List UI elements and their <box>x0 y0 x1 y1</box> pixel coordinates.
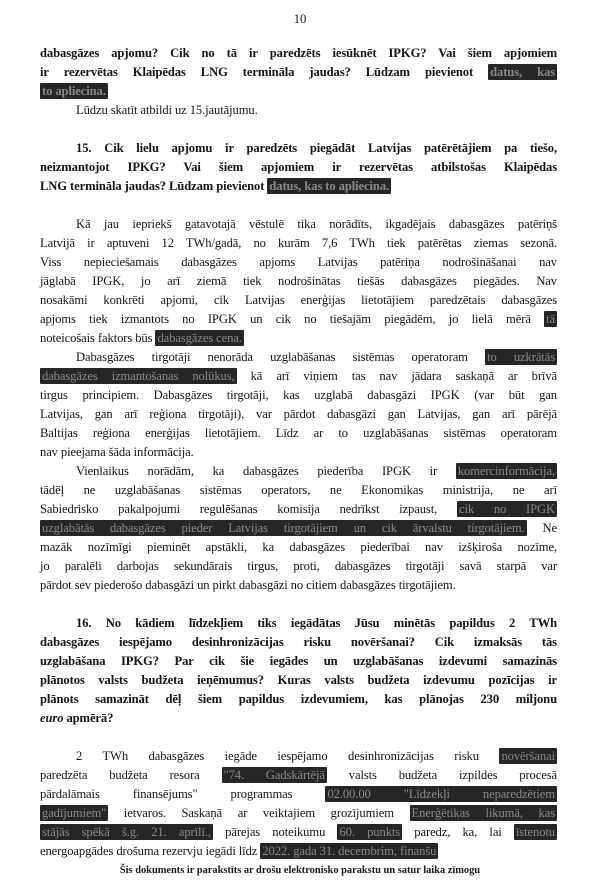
text-segment: Lūdzu skatīt atbildi uz 15.jautājumu. <box>76 103 258 117</box>
text-line <box>40 405 557 424</box>
text-segment: nav pieejama šāda informācija. <box>40 445 194 459</box>
text-segment: uzglabāšana IPKG? Par cik šie iegādes un uzglabāšanas izdevumi samazinās <box>40 654 557 668</box>
text-segment: energoapgādes drošuma rezervju iegādi līdz <box>40 844 261 858</box>
text-segment: Latvijā ir aptuveni 12 TWh/gadā, no kurām 7,6 TWh tiek patērētas ziemas sezonā. <box>40 236 557 250</box>
text-line <box>40 709 557 728</box>
redacted-text: Enerģētikas likumā, kas <box>411 806 556 820</box>
text-line <box>40 842 557 861</box>
text-line <box>40 310 557 329</box>
text-segment: paredzēta budžeta resora <box>40 768 222 782</box>
paragraph <box>40 101 557 120</box>
page-number: 10 <box>293 12 307 26</box>
paragraph <box>40 747 557 861</box>
text-line <box>40 785 557 804</box>
text-segment: paredz, ka, lai <box>402 825 514 839</box>
text-line <box>40 44 557 63</box>
text-segment: plānots samazināt dēļ šiem papildus izdevumiem, kas plānojas 230 miljonu <box>40 692 557 706</box>
text-line <box>40 823 557 842</box>
redacted-text: tā <box>546 312 555 326</box>
text-line <box>40 633 557 652</box>
text-segment: 15. Cik lielu apjomu ir paredzēts piegādāt Latvijas patērētājiem pa tiešo, <box>76 141 557 155</box>
paragraph <box>40 348 557 462</box>
redacted-text: "74. Gadskārtējā <box>223 768 325 782</box>
paragraph <box>40 462 557 595</box>
text-line <box>40 101 557 120</box>
text-line <box>40 367 557 386</box>
redacted-text: 60. punkts <box>339 825 401 839</box>
redacted-text: 2022. gada 31. decembrim, finanšu <box>262 844 437 858</box>
text-segment: ir rezervētas Klaipēdas LNG termināla jaudas? Lūdzam pievienot <box>40 65 489 79</box>
italic-text: euro <box>40 711 64 725</box>
text-line <box>40 443 557 462</box>
text-segment: jāglabā IPGK, jo arī ziemā tiek nodrošinātas tiešās dabasgāzes piegādes. Nav <box>40 274 557 288</box>
text-line <box>40 158 557 177</box>
text-line <box>40 291 557 310</box>
paragraph <box>40 139 557 196</box>
paragraph <box>40 215 557 348</box>
text-line <box>40 519 557 538</box>
text-segment: tirgus principiem. Dabasgāzes tirgotāji, kas uzglabā dabasgāzi IPGK (var būt gan <box>40 388 557 402</box>
text-segment: Kā jau iepriekš gatavotajā vēstulē tika norādīts, ikgadējais dabasgāzes patēriņš <box>76 217 557 231</box>
redacted-text: cik no IPGK <box>458 502 555 516</box>
paragraph <box>40 614 557 728</box>
text-segment: Vienlaikus norādām, ka dabasgāzes piederība IPGK ir <box>76 464 456 478</box>
text-line <box>40 386 557 405</box>
text-line <box>40 348 557 367</box>
text-segment: dabasgāzes apjomu? Cik no tā ir paredzēts iesūknēt IPKG? Vai šiem apjomiem <box>40 46 557 60</box>
text-segment: pārdalāmais finansējums" programmas <box>40 787 326 801</box>
redacted-text: 02.00.00 "Līdzekļi neparedzētiem <box>327 787 555 801</box>
text-segment: pārejas noteikumu <box>212 825 338 839</box>
text-segment: Latvijas, gan arī reģiona tirgotāji), var pārdot dabasgāzi gan Latvijas, gan arī pārējā <box>40 407 557 421</box>
redacted-text: gadījumiem" <box>42 806 107 820</box>
redacted-text: to uzkrātās <box>487 350 555 364</box>
text-line <box>40 215 557 234</box>
text-segment: 16. No kādiem līdzekļiem tiks iegādātas Jūsu minētās papildus 2 TWh <box>76 616 557 630</box>
text-line <box>40 538 557 557</box>
text-segment: Sabiedrisko pakalpojumi regulēšanas komisija nedrīkst izpaust, <box>40 502 457 516</box>
text-line <box>40 557 557 576</box>
text-segment: apmērā? <box>63 711 114 725</box>
text-line <box>40 481 557 500</box>
redacted-text: komercinformācija, <box>457 464 555 478</box>
text-line <box>40 747 557 766</box>
text-line <box>40 462 557 481</box>
text-line <box>40 671 557 690</box>
redacted-text: novēršanai <box>501 749 555 763</box>
text-segment: kā arī viņiem tas nav jādara saskaņā ar brīvā <box>236 369 557 383</box>
redacted-text: datus, kas to apliecina. <box>269 179 390 193</box>
text-line <box>40 500 557 519</box>
text-line <box>40 82 557 101</box>
text-line <box>40 652 557 671</box>
text-segment: Dabasgāzes tirgotāji nenorāda uzglabāšanas sistēmas operatoram <box>76 350 486 364</box>
text-line <box>40 766 557 785</box>
text-line <box>40 177 557 196</box>
text-segment: dabasgāzes iespējamo desinhronizācijas risku novēršanai? Cik izmaksās tās <box>40 635 557 649</box>
text-segment: plānotos valsts budžeta ieņēmumus? Kuras valsts budžeta izdevumu pozīcijas ir <box>40 673 557 687</box>
text-segment: ietvaros. Saskaņā ar veiktajiem grozījumiem <box>108 806 410 820</box>
document-body <box>40 44 557 861</box>
redacted-text: to apliecina. <box>42 84 106 98</box>
text-segment: tādēļ ne uzglabāšanas sistēmas operators, ne Ekonomikas ministrija, ne arī <box>40 483 557 497</box>
text-line <box>40 690 557 709</box>
text-segment: mazāk nozīmīgi pieminēt apstākli, ka dabasgāzes piederībai nav izšķiroša nozīme, <box>40 540 557 554</box>
redacted-text: dabasgāzes izmantošanas nolūkus, <box>42 369 235 383</box>
paragraph <box>40 44 557 101</box>
redacted-text: uzglabātās dabasgāzes pieder Latvijas tirgotājiem un cik ārvalstu tirgotājiem. <box>42 521 525 535</box>
text-line <box>40 804 557 823</box>
text-line <box>40 253 557 272</box>
text-segment: valsts budžeta izpildes procesā <box>326 768 558 782</box>
text-line <box>40 576 557 595</box>
text-line <box>40 614 557 633</box>
text-line <box>40 329 557 348</box>
text-segment: nosakāmi konkrēti apjomi, cik Latvijas enerģijas lietotājiem paredzētais dabasgāzes <box>40 293 557 307</box>
footer-note: Šis dokuments ir parakstīts ar drošu elektronisko parakstu un satur laika zīmogu <box>119 865 481 876</box>
text-segment: Baltijas reģiona enerģijas lietotājiem. Līdz ar to uzglabāšanas sistēmas operatoram <box>40 426 557 440</box>
redacted-text: īstenotu <box>515 825 555 839</box>
text-segment: neizmantojot IPKG? Vai šiem apjomiem ir rezervētas atbilstošas Klaipēdas <box>40 160 557 174</box>
text-segment: apjoms tiek izmantots no IPGK un cik no tiešajām piegādēm, jo lielā mērā <box>40 312 545 326</box>
text-segment: noteicošais faktors būs <box>40 331 156 345</box>
text-segment: jo paralēli darbojas sekundārais tirgus, proti, dabasgāzes tirgotāji savā starpā var <box>40 559 557 573</box>
redacted-text: dabasgāzes cena. <box>157 331 242 345</box>
text-segment: Ne <box>526 521 557 535</box>
text-line <box>40 63 557 82</box>
text-segment: pārdot sev piederošo dabasgāzi un pirkt dabasgāzi no citiem dabasgāzes tirgotājiem. <box>40 578 456 592</box>
redacted-text: stājās spēkā š.g. 21. aprīlī., <box>42 825 211 839</box>
text-segment: Viss nepieciešamais dabasgāzes apjoms Latvijas patēriņa nodrošināšanai nav <box>40 255 557 269</box>
redacted-text: datus, kas <box>490 65 556 79</box>
text-line <box>40 272 557 291</box>
text-segment: LNG termināla jaudas? Lūdzam pievienot <box>40 179 268 193</box>
text-segment: 2 TWh dabasgāzes iegāde iespējamo desinhronizācijas risku <box>76 749 500 763</box>
text-line <box>40 424 557 443</box>
text-line <box>40 234 557 253</box>
text-line <box>40 139 557 158</box>
